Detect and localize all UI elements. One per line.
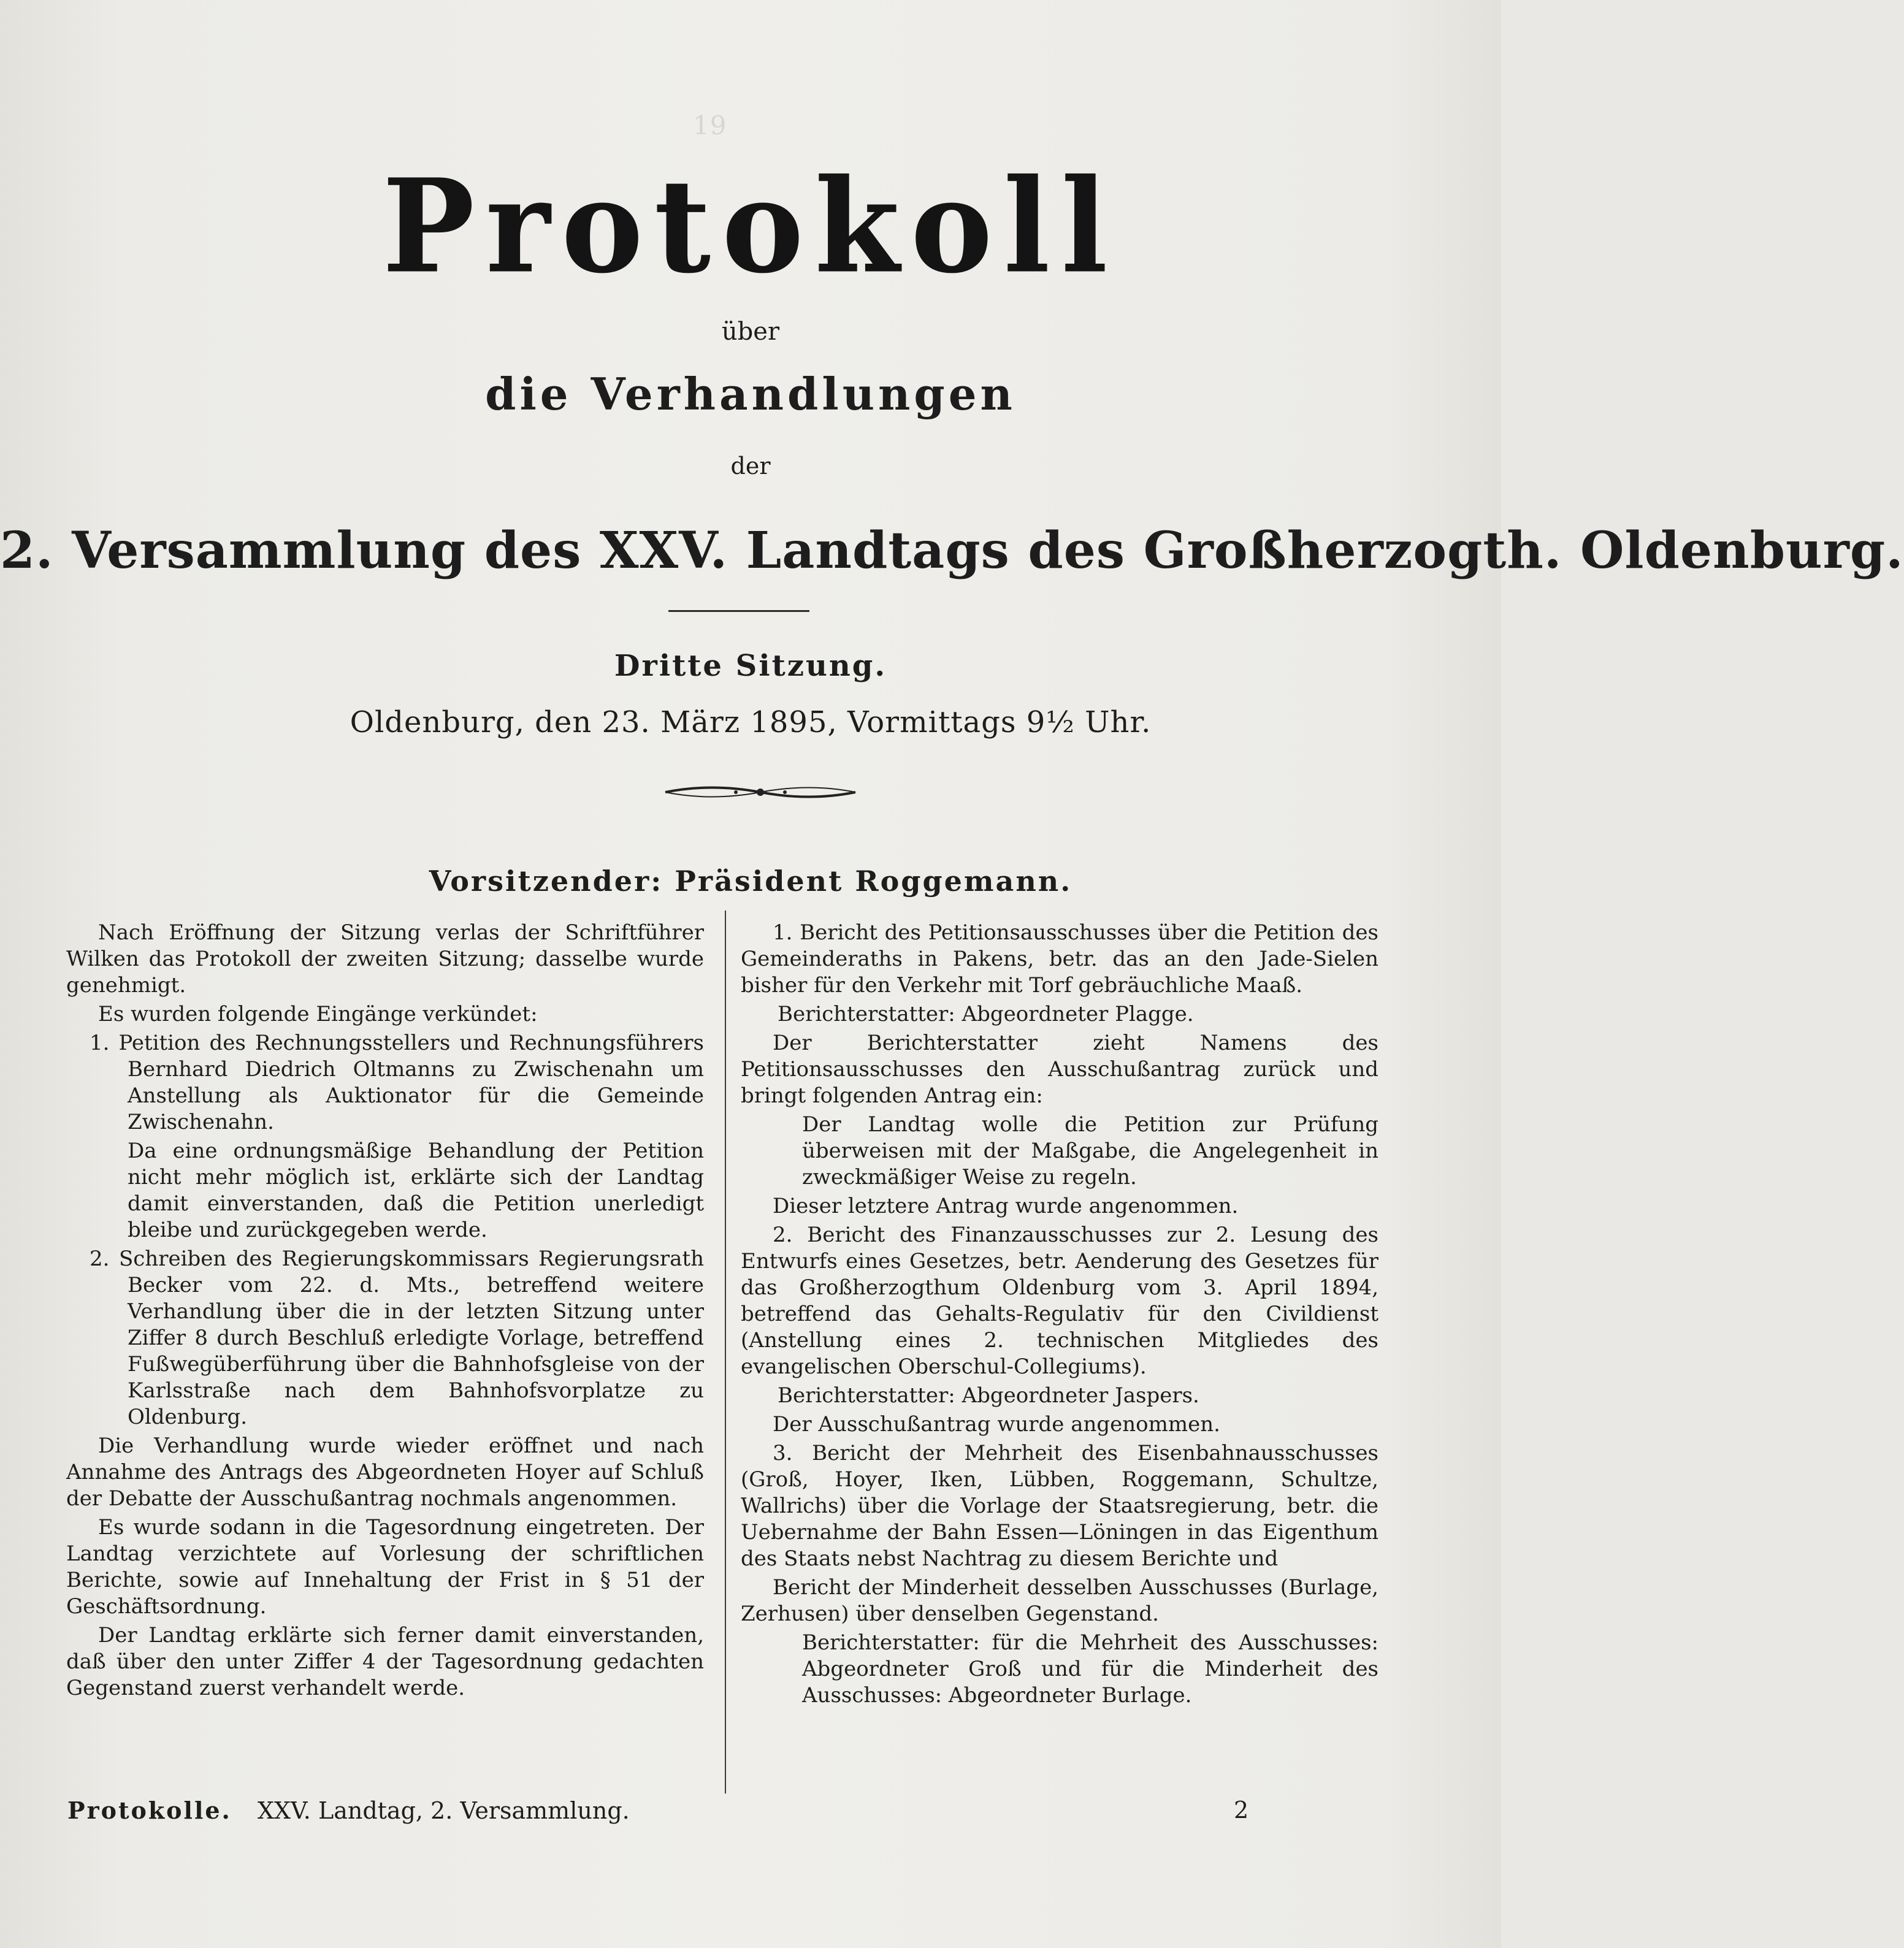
chair-line: Vorsitzender: Präsident Roggemann.: [429, 865, 1072, 898]
footer-label: Protokolle.: [67, 1797, 232, 1824]
list-item: 2. Schreiben des Regierungskommissars Regierungsrath Becker vom 22. d. Mts., betreffend weitere Verhandlung über die in der letzten Sitzung unter Ziffer 8 durch Beschluß erledigte Vorlage, betreffend Fußwegüberführung über die Bahnhofsgleise von der Karlsstraße nach dem Bahnhofsvorplatze zu Oldenburg.: [90, 1247, 704, 1429]
title-ueber: über: [721, 318, 780, 346]
paragraph: 3. Bericht der Mehrheit des Eisenbahnausschusses (Groß, Hoyer, Iken, Lübben, Roggemann, Schultze, Wallrichs) über die Vorlage der Staatsregierung, betr. die Uebernahme der Bahn Essen—Löningen in das Eigenthum des Staats nebst Nachtrag zu diesem Berichte und: [741, 1441, 1378, 1571]
ornament-divider: [662, 780, 858, 804]
document-title: Protokoll: [382, 151, 1119, 302]
motion-text: Der Landtag wolle die Petition zur Prüfung überweisen mit der Maßgabe, die Angelegenheit in zweckmäßiger Weise zu regeln.: [802, 1112, 1378, 1190]
reporter-line: Berichterstatter: Abgeordneter Plagge.: [778, 1002, 1194, 1026]
paragraph: 1. Bericht des Petitionsausschusses über die Petition des Gemeinderaths in Pakens, betr. das an den Jade-Sielen bisher für den Verkehr mit Torf gebräuchliche Maaß.: [741, 920, 1378, 998]
page-number: 2: [1234, 1797, 1249, 1824]
page-footer: [67, 1797, 630, 1824]
paragraph: Der Landtag erklärte sich ferner damit einverstanden, daß über den unter Ziffer 4 der Tagesordnung gedachten Gegenstand zuerst verhandelt werde.: [66, 1623, 704, 1700]
title-der: der: [730, 453, 771, 479]
dateline: Oldenburg, den 23. März 1895, Vormittags 9½ Uhr.: [350, 705, 1152, 739]
right-column: [741, 920, 1378, 1711]
heading-divider: [668, 610, 809, 612]
assembly-heading: 2. Versammlung des XXV. Landtags des Großherzogth. Oldenburg.: [0, 521, 1904, 580]
list-item: 1. Petition des Rechnungsstellers und Rechnungsführers Bernhard Diedrich Oltmanns zu Zwischenahn um Anstellung als Auktionator für die Gemeinde Zwischenahn.: [90, 1031, 704, 1134]
paragraph: Der Ausschußantrag wurde angenommen.: [773, 1412, 1220, 1437]
paragraph: Dieser letztere Antrag wurde angenommen.: [773, 1194, 1239, 1218]
paragraph: Die Verhandlung wurde wieder eröffnet und nach Annahme des Antrags des Abgeordneten Hoyer auf Schluß der Debatte der Ausschußantrag nochmals angenommen.: [66, 1434, 704, 1511]
column-divider: [725, 911, 726, 1793]
reporter-line: Berichterstatter: für die Mehrheit des Ausschusses: Abgeordneter Groß und für die Minderheit des Ausschusses: Abgeordneter Burlage.: [802, 1630, 1378, 1708]
paragraph: Es wurden folgende Eingänge verkündet:: [98, 1002, 538, 1026]
paragraph: Bericht der Minderheit desselben Ausschusses (Burlage, Zerhusen) über denselben Gegenstand.: [741, 1575, 1378, 1626]
paragraph: Da eine ordnungsmäßige Behandlung der Petition nicht mehr möglich ist, erklärte sich der Landtag damit einverstanden, daß die Petition unerledigt bleibe und zurückgegeben werde.: [128, 1139, 704, 1242]
session-heading: Dritte Sitzung.: [614, 649, 887, 683]
paragraph: Der Berichterstatter zieht Namens des Petitionsausschusses den Ausschußantrag zurück und bringt folgenden Antrag ein:: [741, 1031, 1378, 1108]
paragraph: Es wurde sodann in die Tagesordnung eingetreten. Der Landtag verzichtete auf Vorlesung der schriftlichen Berichte, sowie auf Innehaltung der Frist in § 51 der Geschäftsordnung.: [66, 1515, 704, 1619]
reporter-line: Berichterstatter: Abgeordneter Jaspers.: [778, 1383, 1199, 1408]
footer-text: XXV. Landtag, 2. Versammlung.: [257, 1797, 630, 1824]
paragraph: 2. Bericht des Finanzausschusses zur 2. Lesung des Entwurfs eines Gesetzes, betr. Aenderung des Gesetzes für das Großherzogthum Oldenburg vom 3. April 1894, betreffend das Gehalts-Regulativ für den Civildienst (Anstellung eines 2. technischen Mitgliedes des evangelischen Oberschul-Collegiums).: [741, 1223, 1378, 1379]
left-column: [66, 920, 704, 1704]
document-subtitle: die Verhandlungen: [485, 368, 1016, 420]
paragraph: Nach Eröffnung der Sitzung verlas der Schriftführer Wilken das Protokoll der zweiten Sitzung; dasselbe wurde genehmigt.: [66, 920, 704, 998]
bleed-through-page-number: 19: [693, 110, 727, 140]
